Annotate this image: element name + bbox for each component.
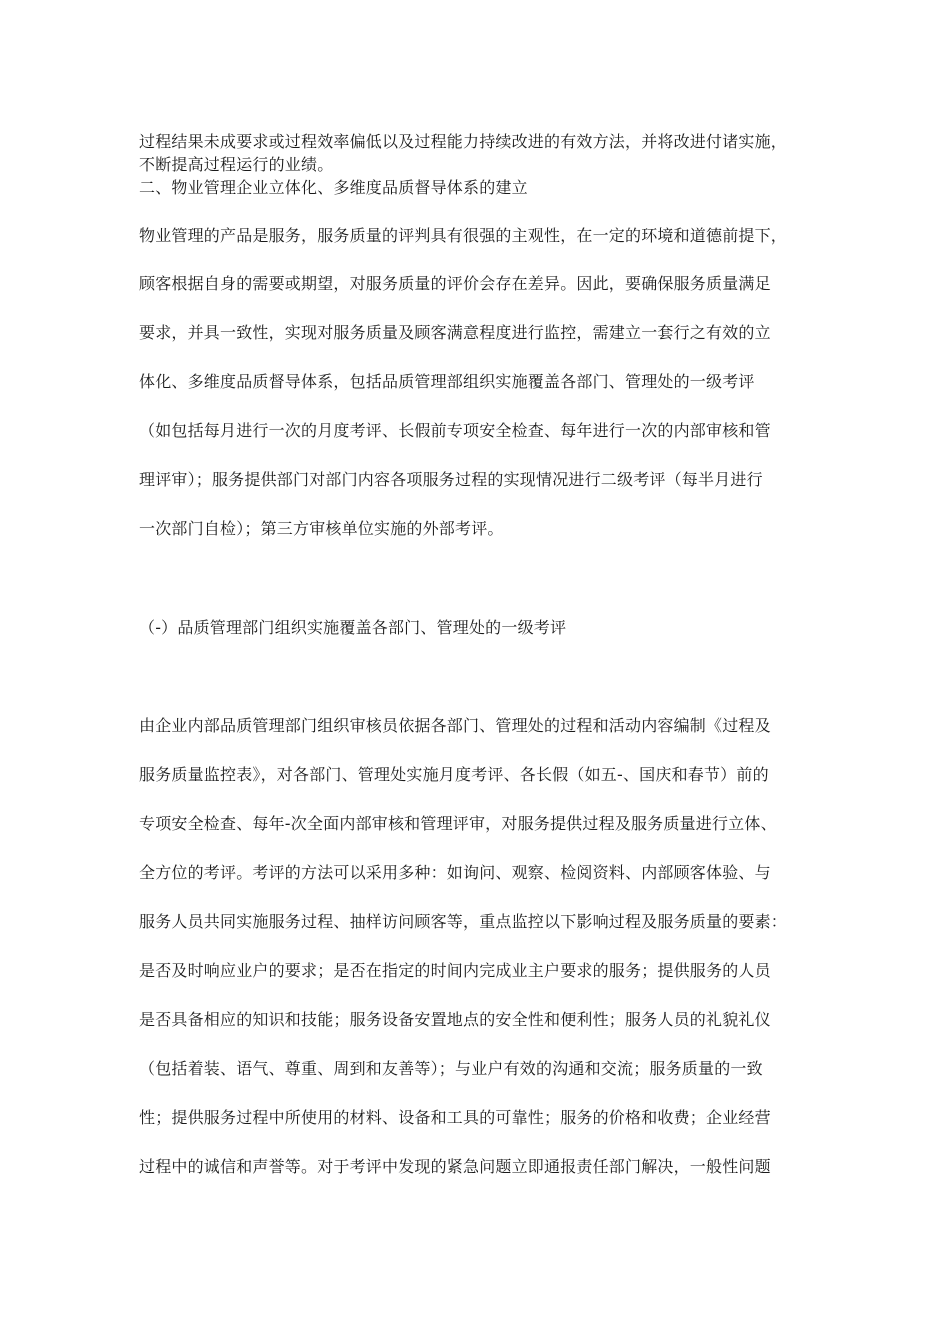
paragraph-line: 专项安全检查、每年-次全面内部审核和管理评审，对服务提供过程及服务质量进行立体、 — [139, 814, 777, 833]
paragraph-line: 性；提供服务过程中所使用的材料、设备和工具的可靠性；服务的价格和收费；企业经营 — [139, 1108, 771, 1127]
paragraph-line: 全方位的考评。考评的方法可以采用多种：如询问、观察、检阅资料、内部顾客体验、与 — [139, 863, 771, 882]
paragraph-line: 是否及时响应业户的要求；是否在指定的时间内完成业主户要求的服务；提供服务的人员 — [139, 961, 771, 980]
paragraph-line: 物业管理的产品是服务，服务质量的评判具有很强的主观性，在一定的环境和道德前提下， — [139, 226, 788, 245]
paragraph-line: 体化、多维度品质督导体系，包括品质管理部组织实施覆盖各部门、管理处的一级考评 — [139, 372, 755, 391]
paragraph-line: 由企业内部品质管理部门组织审核员依据各部门、管理处的过程和活动内容编制《过程及 — [139, 716, 771, 735]
paragraph-line: （如包括每月进行一次的月度考评、长假前专项安全检查、每年进行一次的内部审核和管 — [139, 421, 771, 440]
paragraph-line: （包括着装、语气、尊重、周到和友善等）；与业户有效的沟通和交流；服务质量的一致 — [139, 1059, 763, 1078]
section-heading: 二、物业管理企业立体化、多维度品质督导体系的建立 — [139, 178, 528, 197]
paragraph-line: 是否具备相应的知识和技能；服务设备安置地点的安全性和便利性；服务人员的礼貌礼仪 — [139, 1010, 771, 1029]
paragraph-line: 顾客根据自身的需要或期望，对服务质量的评价会存在差异。因此，要确保服务质量满足 — [139, 274, 771, 293]
intro-line: 过程结果未成要求或过程效率偏低以及过程能力持续改进的有效方法，并将改进付诸实施， — [139, 132, 788, 151]
paragraph-line: 服务质量监控表》，对各部门、管理处实施月度考评、各长假（如五-、国庆和春节）前的 — [139, 765, 769, 784]
paragraph-line: 理评审）；服务提供部门对部门内容各项服务过程的实现情况进行二级考评（每半月进行 — [139, 470, 763, 489]
paragraph-line: 一次部门自检）；第三方审核单位实施的外部考评。 — [139, 519, 504, 538]
paragraph-line: 服务人员共同实施服务过程、抽样访问顾客等，重点监控以下影响过程及服务质量的要素： — [139, 912, 788, 931]
paragraph-line: 要求，并具一致性，实现对服务质量及顾客满意程度进行监控，需建立一套行之有效的立 — [139, 323, 771, 342]
intro-line: 不断提高过程运行的业绩。 — [139, 155, 334, 174]
paragraph-line: 过程中的诚信和声誉等。对于考评中发现的紧急问题立即通报责任部门解决，一般性问题 — [139, 1157, 771, 1176]
subheading: （-）品质管理部门组织实施覆盖各部门、管理处的一级考评 — [139, 618, 567, 637]
